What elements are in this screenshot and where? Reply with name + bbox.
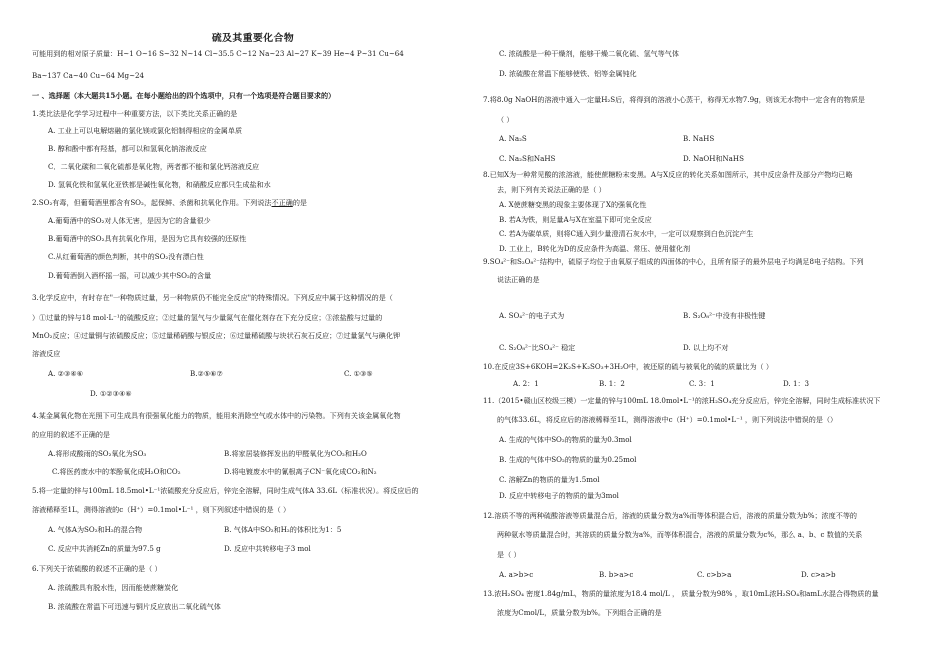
q7-option-b: B. NaHS <box>683 134 715 143</box>
q10-option-a: A. 2：1 <box>513 379 539 388</box>
q8-stem-2: 去，则下列有关说法正确的是（ ） <box>497 185 606 194</box>
q11-stem-1: 11.（2015•赣山区校级三模）一定量的锌与100mL 18.0mol•L⁻¹的浓H₂SO₄充分反应后，锌完全溶解，同时生成标准状况下 <box>483 396 881 405</box>
q3-stem-2: ）①过量的锌与18 mol·L⁻¹的硫酸反应；②过量的氢气与少量氮气在催化剂存在下充分反应；③浓盐酸与过量的 <box>32 313 383 322</box>
q4-option-d: D.将电镀废水中的氰根离子CN⁻氧化成CO₂和N₂ <box>224 467 377 476</box>
q6-option-b: B. 浓硫酸在常温下可迅速与铜片反应放出二氧化硫气体 <box>48 602 221 611</box>
q7-option-a: A. Na₂S <box>499 134 527 143</box>
q13-stem-1: 13.浓H₂SO₄ 密度1.84g/mL，物质的量浓度为18.4 mol/L ， 质量分数为98% ，取10mL浓H₂SO₄和amL水混合得物质的量 <box>483 589 879 598</box>
q4-option-c: C.将医药废水中的苯酚氧化成H₂O和CO₂ <box>52 467 181 476</box>
q6-option-c: C. 浓硫酸是一种干燥剂，能够干燥二氧化硫、氢气等气体 <box>499 49 679 58</box>
q1-stem: 1.类比法是化学学习过程中一种重要方法，以下类比关系正确的是 <box>32 109 238 118</box>
q5-stem-2: 溶液稀释至1L，测得溶液的c（H⁺）=0.1mol•L⁻¹ ，则下列叙述中错误的是（ ） <box>32 505 291 514</box>
q12-option-b: B. b>a>c <box>599 570 634 579</box>
q3-option-a: A. ②③④⑥ <box>48 369 84 378</box>
q10-option-d: D. 1：3 <box>783 379 810 388</box>
q7-stem-2: （ ） <box>497 115 514 124</box>
q8-option-a: A. X使蔗糖变黑的现象主要体现了X的强氧化性 <box>499 200 647 209</box>
q9-option-b: B. S₂O₈²⁻中没有非极性键 <box>683 311 766 320</box>
q9-option-d: D. 以上均不对 <box>683 343 729 352</box>
q4-stem-1: 4.某金属氧化物在光照下可生成具有很强氧化能力的物质，能用来消除空气或水体中的污染物。下列有关该金属氧化物 <box>32 411 401 420</box>
q11-option-b: B. 生成的气体中SO₂的物质的量为0.25mol <box>499 455 637 464</box>
q8-option-c: C. 若A为碳单质，则将C通入到少量澄清石灰水中，一定可以观察到白色沉淀产生 <box>499 229 754 238</box>
q2-option-a: A.葡萄酒中的SO₂对人体无害，是因为它的含量很少 <box>48 216 211 225</box>
q3-stem-3: MnO₂反应；④过量铜与浓硫酸反应；⑤过量稀硝酸与银反应；⑥过量稀硫酸与块状石灰石反应；⑦过量氯气与碘化钾 <box>32 331 401 340</box>
q3-stem-4: 溶液反应 <box>32 349 61 358</box>
q2-stem: 2.SO₂有毒，但葡萄酒里都含有SO₂，起保鲜、杀菌和抗氧化作用。下列说法不正确的是 <box>32 198 307 207</box>
q1-option-c: C．二氧化碳和二氧化硫都是氧化物，两者都不能和氯化钙溶液反应 <box>48 162 260 171</box>
q4-option-a: A.将形成酸雨的SO₂氧化为SO₃ <box>48 449 147 458</box>
q1-option-d: D. 氢氧化铁和氢氧化亚铁都是碱性氧化物，和硝酸反应都只生成盐和水 <box>48 180 271 189</box>
q9-stem-1: 9.SO₄²⁻和S₂O₈²⁻结构中，硫原子均位于由氧原子组成的四面体的中心，且所有原子的最外层电子均满足8电子结构。下列 <box>483 257 864 266</box>
q3-stem-1: 3.化学反应中，有时存在"一种物质过量，另一种物质仍不能完全反应"的特殊情况。下列反应中属于这种情况的是（ <box>32 293 393 302</box>
q12-stem-1: 12.溶质不等的两种硫酸溶液等质量混合后，溶液的质量分数为a%而等体积混合后，溶液的质量分数为b%；浓度不等的 <box>483 511 858 520</box>
q5-stem-1: 5.将一定量的锌与100mL 18.5mol•L⁻¹浓硫酸充分反应后，锌完全溶解，同时生成气体A 33.6L（标准状况）。将反应后的 <box>32 486 419 495</box>
q1-option-b: B. 醇和酚中都有羟基，都可以和氢氧化钠溶液反应 <box>48 144 207 153</box>
q12-stem-3: 是（ ） <box>497 550 521 559</box>
q4-stem-2: 的应用的叙述不正确的是 <box>32 430 111 439</box>
q11-stem-2: 的气体33.6L，将反应后的溶液稀释至1L，测得溶液中c（H⁺）=0.1mol•L⁻¹ ，则下列说法中错误的是（） <box>497 415 838 424</box>
q9-stem-2: 说法正确的是 <box>497 275 540 284</box>
q2-underlined-text: 不正确 <box>271 198 293 207</box>
q2-option-b: B.葡萄酒中的SO₂具有抗氧化作用，是因为它具有较强的还原性 <box>48 234 247 243</box>
q8-option-d: D. 工业上，B转化为D的反应条件为高温、常压、使用催化剂 <box>499 244 691 253</box>
q12-option-a: A. a>b>c <box>499 570 534 579</box>
q12-option-c: C. c>b>a <box>697 570 732 579</box>
q7-stem-1: 7.将8.0g NaOH的溶液中通入一定量H₂S后，将得到的溶液小心蒸干，称得无水物7.9g，则该无水物中一定含有的物质是 <box>483 95 866 104</box>
q10-option-b: B. 1：2 <box>599 379 625 388</box>
q5-option-d: D. 反应中共转移电子3 mol <box>224 544 311 553</box>
q6-option-d: D. 浓硫酸在常温下能够使铁、铝等金属钝化 <box>499 69 637 78</box>
q12-stem-2: 两种氨水等质量混合时，其溶质的质量分数为a%，而等体积混合，溶液的质量分数为c%，那么 a、b、c 数值的关系 <box>497 530 863 539</box>
atomic-masses-line-1: 可能用到的相对原子质量：H~1 O~16 S~32 N~14 Cl~35.5 C~12 Na~23 Al~27 K~39 He~4 P~31 Cu~64 <box>32 49 404 58</box>
q9-option-a: A. SO₄²⁻的电子式为 <box>499 311 565 320</box>
q12-option-d: D. c>a>b <box>801 570 836 579</box>
q1-option-a: A. 工业上可以电解熔融的氯化镁或氯化铝制得相应的金属单质 <box>48 126 243 135</box>
q8-option-b: B. 若A为铁，则足量A与X在室温下即可完全反应 <box>499 215 652 224</box>
q2-option-d: D.葡萄酒倒入酒杯摇一摇，可以减少其中SO₂的含量 <box>48 271 212 280</box>
section-heading: 一 、选择题（本大题共15小题。在每小题给出的四个选项中，只有一个选项是符合题目要求的） <box>32 91 336 100</box>
q3-option-b: B.②⑤⑥⑦ <box>190 369 223 378</box>
q7-option-d: D. NaOH和NaHS <box>683 154 744 163</box>
q3-option-c: C. ①③⑤ <box>344 369 373 378</box>
q11-option-d: D. 反应中转移电子的物质的量为3mol <box>499 491 619 500</box>
document-title: 硫及其重要化合物 <box>211 33 295 44</box>
q6-option-a: A. 浓硫酸具有脱水性，因而能使蔗糖炭化 <box>48 583 179 592</box>
q7-option-c: C. Na₂S和NaHS <box>499 154 556 163</box>
q2-option-c: C.从红葡萄酒的颜色判断，其中的SO₂没有漂白性 <box>48 252 204 261</box>
q5-option-c: C. 反应中共消耗Zn的质量为97.5 g <box>48 544 161 553</box>
q13-stem-2: 浓度为Cmol/L，质量分数为b%。下列组合正确的是 <box>497 608 662 617</box>
atomic-masses-line-2: Ba~137 Ca~40 Cu~64 Mg~24 <box>32 71 145 80</box>
q3-option-d: D. ①②③④⑥ <box>90 389 132 398</box>
q11-option-a: A. 生成的气体中SO₂的物质的量为0.3mol <box>499 435 632 444</box>
q4-option-b: B.将家居装修挥发出的甲醛氧化为CO₂和H₂O <box>224 449 367 458</box>
q5-option-a: A. 气体A为SO₂和H₂的混合物 <box>48 525 143 534</box>
q5-option-b: B. 气体A中SO₂和H₂的体积比为1：5 <box>224 525 342 534</box>
q10-stem: 10.在反应3S+6KOH=2K₂S+K₂SO₃+3H₂O中，被还原的硫与被氧化的硫的质量比为（ ） <box>483 362 774 371</box>
q11-option-c: C. 溶解Zn的物质的量为1.5mol <box>499 475 600 484</box>
q6-stem: 6.下列关于浓硫酸的叙述不正确的是（ ） <box>32 564 162 573</box>
q9-option-c: C. S₂O₈²⁻比SO₄²⁻ 稳定 <box>499 343 576 352</box>
q10-option-c: C. 3：1 <box>689 379 715 388</box>
q8-stem-1: 8.已知X为一种常见酸的浓溶液，能使蔗糖粉末变黑。A与X反应的转化关系如图所示，其中反应条件及部分产物均已略 <box>483 170 853 179</box>
